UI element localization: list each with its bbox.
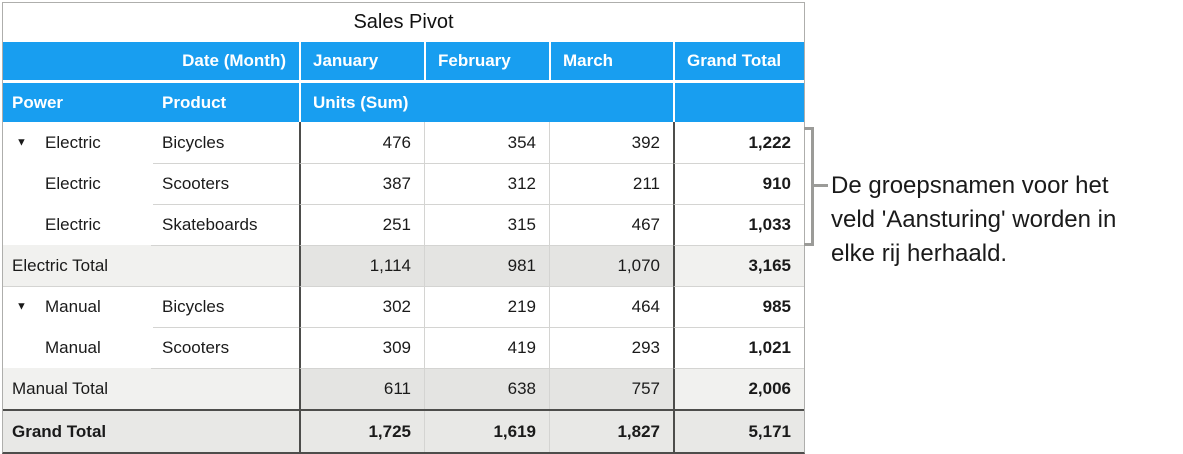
cell-january[interactable]: 611 [299,368,424,409]
cell-february[interactable]: 354 [424,122,549,163]
cell-february[interactable]: 219 [424,286,549,327]
cell-january[interactable]: 1,725 [299,411,424,452]
cell-march[interactable]: 1,070 [549,245,673,286]
cell-power[interactable] [3,286,153,327]
cell-power[interactable] [3,163,153,204]
header-grand-total[interactable]: Grand Total [673,42,804,80]
cell-power[interactable] [3,204,153,245]
header-units-sum[interactable]: Units (Sum) [299,83,673,122]
cell-product[interactable]: Scooters [153,327,299,368]
cell-january[interactable]: 387 [299,163,424,204]
cell-march[interactable]: 757 [549,368,673,409]
cell-march[interactable]: 467 [549,204,673,245]
subtotal-row [3,245,804,286]
cell-grand-total[interactable]: 985 [673,286,804,327]
table-row [3,204,804,245]
disclosure-triangle-icon[interactable]: ▼ [16,136,27,148]
header-january[interactable]: January [299,42,424,80]
cell-grand-total[interactable]: 2,006 [673,368,804,409]
cell-january[interactable]: 302 [299,286,424,327]
annotation-line: veld 'Aansturing' worden in [831,206,1117,233]
cell-january[interactable]: 476 [299,122,424,163]
cell-subtotal-label[interactable]: Manual Total [3,368,299,409]
cell-march[interactable]: 293 [549,327,673,368]
table-row [3,327,804,368]
cell-january[interactable]: 1,114 [299,245,424,286]
subtotal-row [3,368,804,409]
grand-total-row [3,409,804,452]
cell-february[interactable]: 1,619 [424,411,549,452]
power-value: Electric [45,132,101,152]
annotation-line: De groepsnamen voor het [831,172,1109,199]
table-row [3,163,804,204]
annotation-line: elke rij herhaald. [831,240,1008,267]
cell-product[interactable]: Bicycles [153,286,299,327]
cell-grand-total[interactable]: 1,033 [673,204,804,245]
cell-grand-total[interactable]: 1,222 [673,122,804,163]
pivot-title-row[interactable] [3,3,804,42]
cell-grand-total-label[interactable]: Grand Total [3,411,299,452]
header-row-columns [3,42,804,80]
header-product[interactable]: Product [162,92,227,112]
annotation-bracket-bottom-tick [804,243,814,246]
header-power[interactable]: Power [12,92,64,112]
cell-january[interactable]: 251 [299,204,424,245]
cell-subtotal-label[interactable]: Electric Total [3,245,299,286]
cell-grand-total[interactable]: 3,165 [673,245,804,286]
power-value: Electric [45,214,101,234]
power-value: Manual [45,297,101,316]
header-grand-total-spacer[interactable] [673,83,804,122]
cell-february[interactable]: 981 [424,245,549,286]
cell-march[interactable]: 392 [549,122,673,163]
cell-march[interactable]: 1,827 [549,411,673,452]
cell-january[interactable]: 309 [299,327,424,368]
annotation-text [831,169,1176,271]
header-row-fields [3,83,804,122]
cell-february[interactable]: 419 [424,327,549,368]
annotation-bracket-top-tick [804,127,814,130]
cell-march[interactable]: 464 [549,286,673,327]
cell-product[interactable]: Scooters [153,163,299,204]
header-march[interactable]: March [549,42,673,80]
disclosure-triangle-icon[interactable]: ▼ [16,300,27,313]
cell-february[interactable]: 638 [424,368,549,409]
cell-march[interactable]: 211 [549,163,673,204]
power-value: Electric [45,173,101,193]
cell-february[interactable]: 315 [424,204,549,245]
power-value: Manual [45,337,101,357]
table-row [3,286,804,327]
pivot-title: Sales Pivot [353,11,454,33]
cell-grand-total[interactable]: 910 [673,163,804,204]
cell-grand-total[interactable]: 1,021 [673,327,804,368]
pivot-table [2,2,805,454]
cell-product[interactable]: Bicycles [162,132,225,152]
cell-product[interactable]: Skateboards [153,204,299,245]
annotation-bracket-pointer [814,184,828,187]
cell-february[interactable]: 312 [424,163,549,204]
header-february[interactable]: February [424,42,549,80]
cell-grand-total[interactable]: 5,171 [673,411,804,452]
table-row [3,122,804,163]
header-date-month[interactable]: Date (Month) [182,51,286,70]
cell-power[interactable] [3,327,153,368]
cell-power[interactable] [3,122,153,163]
